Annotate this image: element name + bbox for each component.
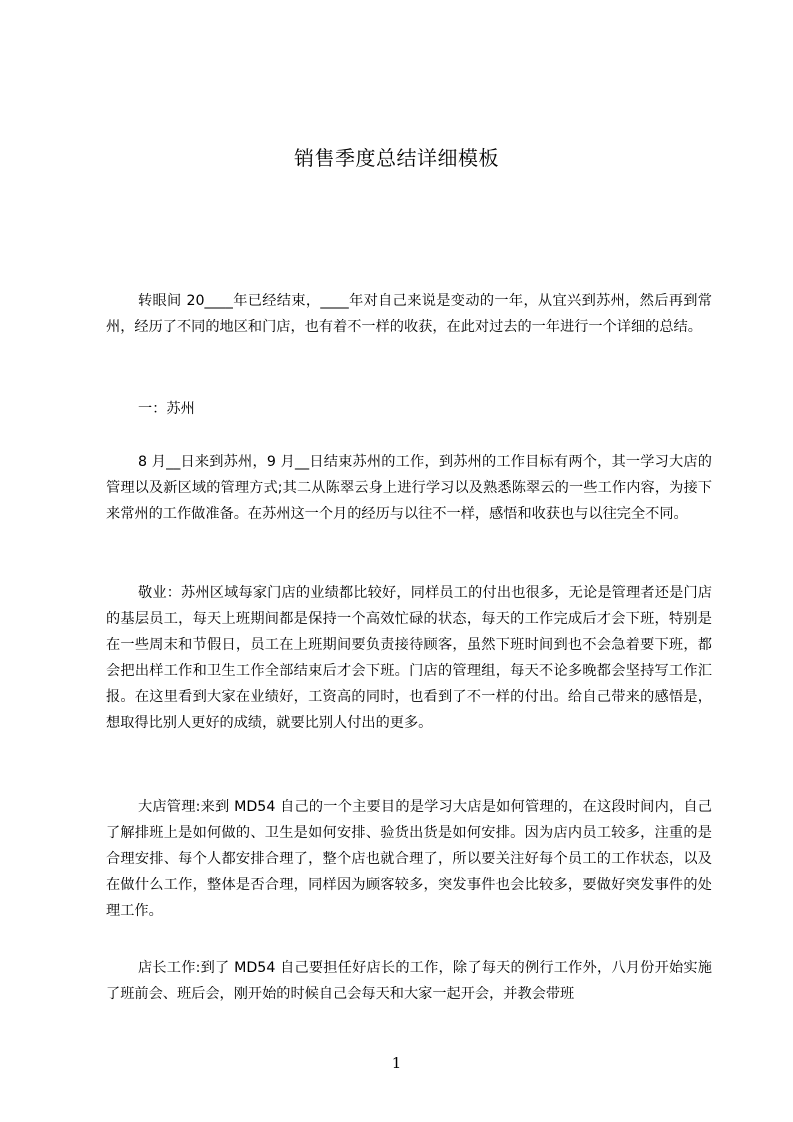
paragraph-dedication: 敬业：苏州区域每家门店的业绩都比较好，同样员工的付出也很多，无论是管理者还是门店的基层员工，每天上班期间都是保持一个高效忙碌的状态，每天的工作完成后才会下班，特别是在一些周末和节假日，员工在上班期间要负责接待顾客，虽然下班时间到也不会急着要下班，都会把出样工作和卫生工作全部结束后才会下班。门店的管理组，每天不论多晚都会坚持写工作汇报。在这里看到大家在业绩好，工资高的同时，也看到了不一样的付出。给自己带来的感悟是，想取得比别人更好的成绩，就要比别人付出的更多。	[106, 585, 712, 731]
paragraph-large-store-management: 大店管理:来到 MD54 自己的一个主要目的是学习大店是如何管理的，在这段时间内，自己了解排班上是如何做的、卫生是如何安排、验货出货是如何安排。因为店内员工较多，注重的是合理安排、每个人都安排合理了，整个店也就合理了，所以要关注好每个员工的工作状态，以及在做什么工作，整体是否合理，同样因为顾客较多，突发事件也会比较多，要做好突发事件的处理工作。	[106, 799, 712, 919]
page-number: 1	[391, 1054, 402, 1072]
section-heading-suzhou: 一：苏州	[138, 401, 195, 417]
paragraph-intro: 转眼间 20____年已经结束，____年对自己来说是变动的一年，从宜兴到苏州，然后再到常州，经历了不同的地区和门店，也有着不一样的收获，在此对过去的一年进行一个详细的总结。	[106, 293, 712, 335]
paragraph-suzhou-overview: 8 月__日来到苏州，9 月__日结束苏州的工作，到苏州的工作目标有两个，其一学习大店的管理以及新区域的管理方式;其二从陈翠云身上进行学习以及熟悉陈翠云的一些工作内容，为接下来常州的工作做准备。在苏州这一个月的经历与以往不一样，感悟和收获也与以往完全不同。	[106, 454, 712, 522]
page-title: 销售季度总结详细模板	[294, 146, 499, 170]
paragraph-store-manager-work: 店长工作:到了 MD54 自己要担任好店长的工作，除了每天的例行工作外，八月份开始实施了班前会、班后会，刚开始的时候自己会每天和大家一起开会，并教会带班	[106, 960, 712, 1002]
